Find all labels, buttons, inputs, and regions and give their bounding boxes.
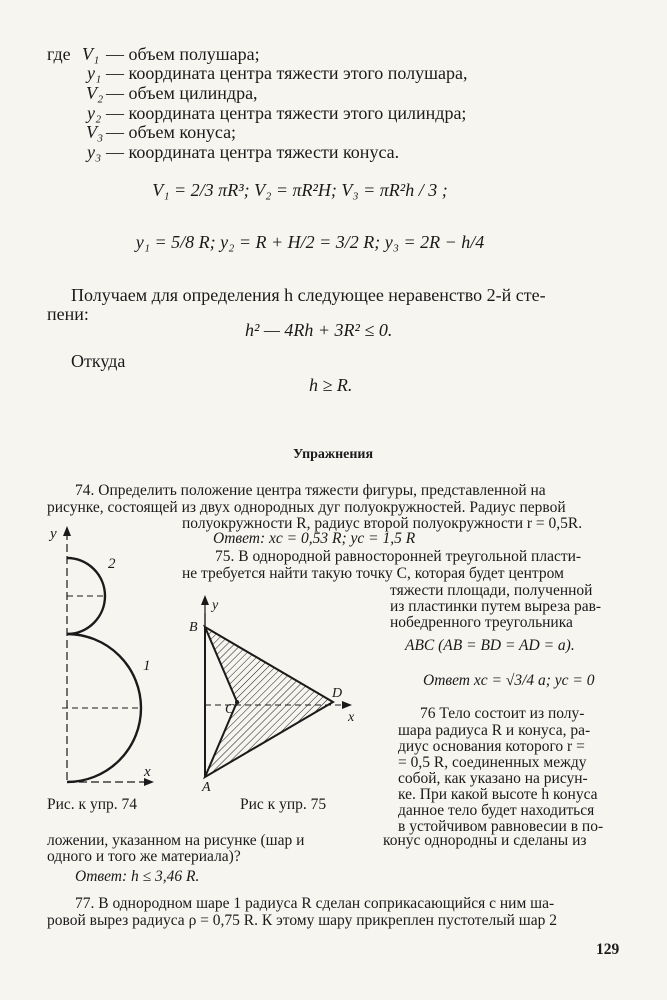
fig75-label-a: A	[202, 780, 211, 795]
formula-centers: y₁ = 5/8 R; y₂ = R + H/2 = 3/2 R; y₃ = 2R − h/4	[135, 232, 485, 252]
fig75-x-arrow	[342, 701, 352, 709]
ex74-answer: Ответ: xc = 0,53 R; yc = 1,5 R	[213, 530, 416, 547]
fig74-label-x: x	[144, 764, 151, 780]
section-title: Упражнения	[292, 447, 374, 462]
whence: Откуда	[71, 351, 126, 371]
fig75-label-x: x	[348, 710, 355, 725]
formula-volumes: V₁ = 2/3 πR³; V₂ = πR²H; V₃ = πR²h / 3 ;	[152, 180, 448, 200]
def-sym-v1: V₁	[82, 44, 100, 64]
ex76-line-6: ке. При какой высоте h конуса	[398, 786, 598, 803]
fig75-label-y: y	[212, 598, 219, 613]
ex74-line-2: рисунке, состоящей из двух однородных дуг полуокружностей. Радиус первой	[47, 499, 566, 516]
ex76-line-7: данное тело будет находиться	[398, 802, 595, 819]
ex76-answer: Ответ: h ≤ 3,46 R.	[75, 868, 200, 885]
ex75-answer: Ответ xc = √3/4 a; yc = 0	[423, 672, 595, 689]
fig74-y-arrow	[63, 526, 71, 536]
page-number: 129	[596, 941, 620, 958]
caption-fig74: Рис. к упр. 74	[47, 796, 137, 813]
intro-line-2: пени:	[47, 304, 89, 324]
ex75-line-5: нобедренного треугольника	[390, 614, 573, 631]
ex75-line-1: 75. В однородной равносторонней треугольной пласти-	[215, 548, 582, 565]
ex74-line-1: 74. Определить положение центра тяжести фигуры, представленной на	[75, 482, 546, 499]
fig74-label-arc2: 2	[108, 556, 116, 572]
def-text-v2: — объем цилиндра,	[106, 83, 258, 103]
fig75-label-b: B	[189, 620, 198, 635]
fig74-label-y: y	[50, 526, 57, 542]
figure-74	[40, 520, 180, 800]
def-sym-y3: y₃	[87, 142, 102, 162]
def-text-v3: — объем конуса;	[106, 122, 237, 142]
fig74-label-arc1: 1	[143, 658, 151, 674]
fig75-point-c	[235, 700, 239, 704]
ex77-line-1: 77. В однородном шаре 1 радиуса R сделан соприкасающийся с ним ша-	[75, 895, 555, 912]
ex75-line-2: не требуется найти такую точку C, которая будет центром	[182, 565, 564, 582]
ex76-line-3: диус основания которого r =	[398, 738, 585, 755]
ex76-tail-left-1: ложении, указанном на рисунке (шар и	[47, 832, 305, 849]
def-lead: где	[47, 44, 71, 64]
caption-fig75: Рис к упр. 75	[240, 796, 327, 813]
fig75-label-c: C	[225, 702, 235, 717]
ex76-line-1: 76 Тело состоит из полу-	[420, 705, 585, 722]
intro-line-1: Получаем для определения h следующее неравенство 2-й сте-	[71, 285, 546, 305]
def-sym-y2: y₂	[87, 103, 102, 123]
def-sym-v3: V₃	[86, 122, 104, 142]
inequality: h² — 4Rh + 3R² ≤ 0.	[245, 320, 393, 340]
result: h ≥ R.	[309, 375, 353, 395]
ex75-line-4: из пластинки путем выреза рав-	[390, 598, 602, 615]
ex76-line-5: собой, как указано на рисун-	[398, 770, 588, 787]
ex75-formula: ABC (AB = BD = AD = a).	[405, 637, 575, 654]
def-sym-v2: V₂	[86, 83, 104, 103]
ex76-line-8: в устойчивом равновесии в по-	[398, 818, 604, 835]
ex76-tail-left-2: одного и того же материала)?	[47, 848, 241, 865]
ex76-line-2: шара радиуса R и конуса, ра-	[398, 722, 591, 739]
def-text-y3: — координата центра тяжести конуса.	[106, 142, 400, 162]
ex76-line-4: = 0,5 R, соединенных между	[398, 754, 587, 771]
def-text-v1: — объем полушара;	[106, 44, 260, 64]
figure-75	[180, 585, 380, 805]
def-sym-y1: y₁	[87, 63, 102, 83]
ex74-line-3: полуокружности R, радиус второй полуокружности r = 0,5R.	[182, 515, 583, 532]
fig75-y-arrow	[201, 595, 209, 605]
ex77-line-2: ровой вырез радиуса ρ = 0,75 R. К этому шару прикреплен пустотелый шар 2	[47, 912, 557, 929]
def-text-y2: — координата центра тяжести этого цилиндра;	[106, 103, 467, 123]
ex76-tail-right-1: конус однородны и сделаны из	[383, 832, 587, 849]
fig75-label-d: D	[332, 686, 343, 701]
def-text-y1: — координата центра тяжести этого полушара,	[106, 63, 468, 83]
ex75-line-3: тяжести площади, полученной	[390, 582, 593, 599]
